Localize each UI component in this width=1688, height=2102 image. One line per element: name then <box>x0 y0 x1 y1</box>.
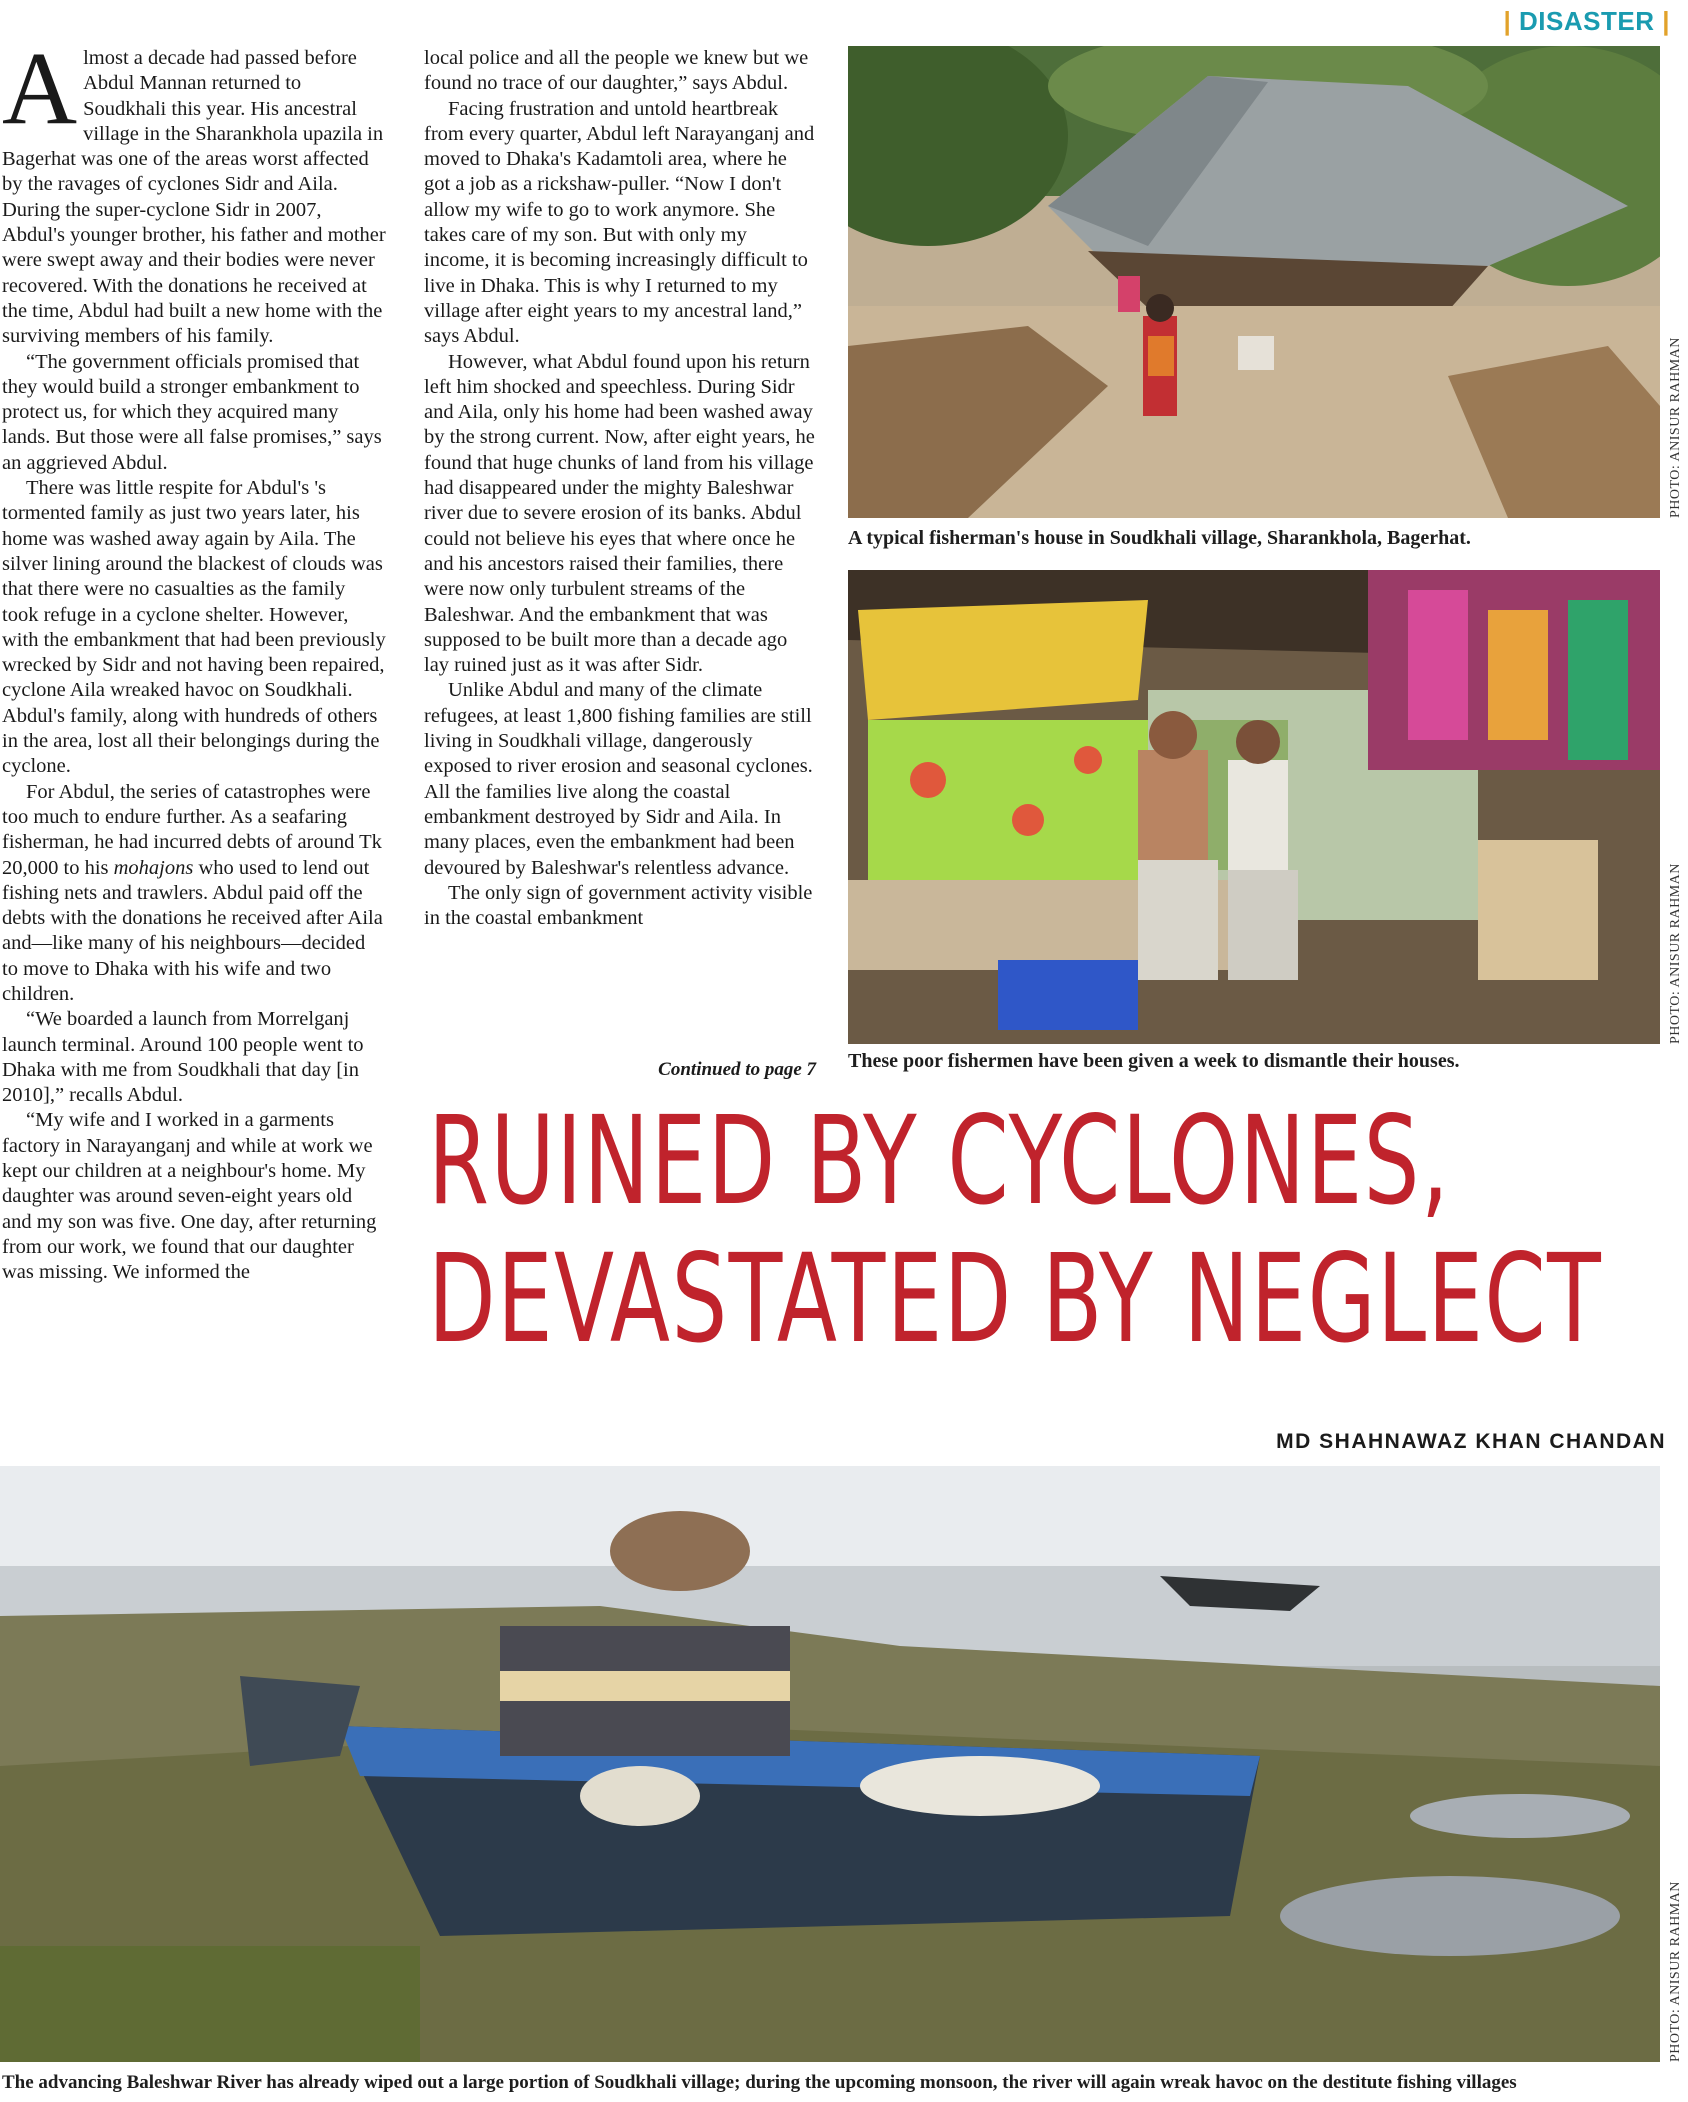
continued-note: Continued to page 7 <box>658 1059 816 1080</box>
headline-line-2: DEVASTATED BY NEGLECT <box>428 1228 1603 1370</box>
photo-river-boat <box>0 1466 1660 2062</box>
italic-term: mohajons <box>113 856 194 879</box>
photo-hut-image <box>848 570 1660 1044</box>
headline-line-1: RUINED BY CYCLONES, <box>428 1090 1451 1232</box>
photo-caption: These poor fishermen have been given a week to dismantle their houses. <box>848 1050 1460 1072</box>
photo-credit: PHOTO: ANISUR RAHMAN <box>1668 337 1683 518</box>
paragraph: local police and all the people we knew but we found no trace of our daughter,” says Abdul. <box>424 47 809 95</box>
photo-river-image <box>0 1466 1660 2062</box>
photo-fishermen-hut <box>848 570 1660 1044</box>
paragraph: However, what Abdul found upon his return left him shocked and speechless. During Sidr and Aila, only his home had been washed away by the strong current. Now, after eight years, he found that huge chunks of land from his village had disappeared under the mighty Baleshwar river due to severe erosion of its banks. Abdul could not believe his eyes that where once he and his ancestors raised their families, there were now only turbulent streams of the Baleshwar. And the embankment that was supposed to be built more than a decade ago lay ruined just as it was after Sidr. <box>424 350 815 677</box>
article-column-2 <box>424 46 816 931</box>
headline <box>428 1092 1681 1368</box>
paragraph: “My wife and I worked in a garments factory in Narayanganj and while at work we kept our children at a neighbour's home. My daughter was around seven-eight years old and my son was five. One day, after returning from our work, we found that our daughter was missing. We informed the <box>2 1109 377 1284</box>
paragraph: Unlike Abdul and many of the climate refugees, at least 1,800 fishing families are still living in Soudkhali village, dangerously exposed to river erosion and seasonal cyclones. All the families live along the coastal embankment destroyed by Sidr and Aila. In many places, even the embankment had been devoured by Baleshwar's relentless advance. <box>424 679 813 879</box>
paragraph: Almost a decade had passed before Abdul Mannan returned to Soudkhali this year. His ancestral village in the Sharankhola upazila in Bagerhat was one of the areas worst affected by the ravages of cyclones Sidr and Aila. During the super-cyclone Sidr in 2007, Abdul's younger brother, his father and mother were swept away and their bodies were never recovered. With the donations he received at the time, Abdul had built a new home with the surviving members of his family. <box>2 31 386 348</box>
paragraph: There was little respite for Abdul's 's tormented family as just two years later, his home was washed away again by Aila. The silver lining around the blackest of clouds was that there were no casualties as the family took refuge in a cyclone shelter. However, with the embankment that had been previously wrecked by Sidr and not having been repaired, cyclone Aila wreaked havoc on Soudkhali. Abdul's family, along with hundreds of others in the area, lost all their belongings during the cyclone. <box>2 477 386 778</box>
article-column-1 <box>2 31 386 1286</box>
byline: MD SHAHNAWAZ KHAN CHANDAN <box>1276 1430 1666 1453</box>
paragraph: Facing frustration and untold heartbreak from every quarter, Abdul left Narayanganj and moved to Dhaka's Kadamtoli area, where he got a job as a rickshaw-puller. “Now I don't allow my wife to go to work anymore. She takes care of my son. But with only my income, it is becoming increasingly difficult to live in Dhaka. This is why I returned to my village after eight years to my ancestral land,” says Abdul. <box>424 97 815 348</box>
section-tag: | DISASTER | <box>1503 6 1670 36</box>
photo-fisherman-house <box>848 46 1660 518</box>
photo-credit: PHOTO: ANISUR RAHMAN <box>1668 863 1683 1044</box>
paragraph: “We boarded a launch from Morrelganj launch terminal. Around 100 people went to Dhaka with me from Soudkhali that day [in 2010],” recalls Abdul. <box>2 1008 364 1107</box>
photo-caption: A typical fisherman's house in Soudkhali village, Sharankhola, Bagerhat. <box>848 527 1471 549</box>
drop-cap: A <box>2 31 78 146</box>
photo-credit: PHOTO: ANISUR RAHMAN <box>1668 1881 1683 2062</box>
paragraph: “The government officials promised that they would build a stronger embankment to protect us, for which they acquired many lands. But those were all false promises,” says an aggrieved Abdul. <box>2 350 382 474</box>
paragraph: The only sign of government activity visible in the coastal embankment <box>424 881 813 930</box>
section-label: DISASTER <box>1519 6 1655 36</box>
photo-house-image <box>848 46 1660 518</box>
photo-caption: The advancing Baleshwar River has already wiped out a large portion of Soudkhali village; during the upcoming monsoon, the river will again wreak havoc on the destitute fishing villages <box>2 2072 1517 2093</box>
paragraph: For Abdul, the series of catastrophes were too much to endure further. As a seafaring fisherman, he had incurred debts of around Tk 20,000 to his mohajons who used to lend out fishing nets and trawlers. Abdul paid off the debts with the donations he received after Aila and—like many of his neighbours—decided to move to Dhaka with his wife and two children. <box>2 780 383 1005</box>
